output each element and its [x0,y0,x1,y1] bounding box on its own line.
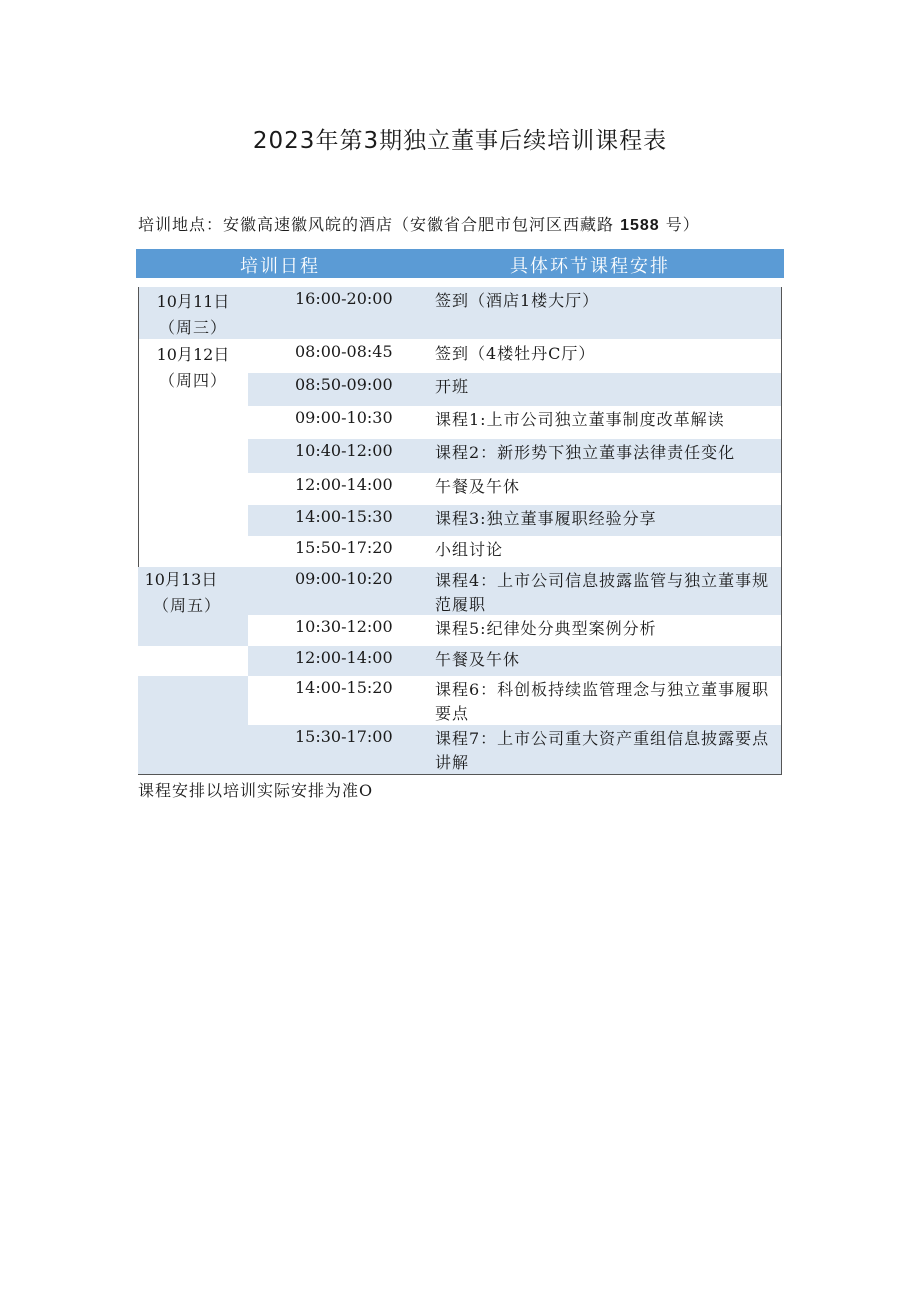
table-bottom-border [138,774,782,775]
location-prefix: 培训地点：安徽高速徽风皖的酒店（安徽省合肥市包河区西藏路 [138,215,615,234]
item-cell: 午餐及午休 [435,650,521,669]
time-cell: 09:00-10:30 [295,408,393,427]
time-cell: 09:00-10:20 [295,569,393,588]
item-cell: 课程4：上市公司信息披露监管与独立董事规范履职 [435,571,770,614]
table-row [138,646,782,676]
location-number: 1588 [620,217,660,234]
weekday-label: （周四） [158,371,227,390]
item-cell: 课程5:纪律处分典型案例分析 [435,619,657,638]
table-right-border [781,287,782,775]
training-location [138,212,700,235]
item-cell: 课程3:独立董事履职经验分享 [435,509,657,528]
location-suffix: 号） [665,215,700,234]
weekday-label: （周五） [152,596,221,615]
table-header [136,249,784,278]
time-cell: 10:30-12:00 [295,617,393,636]
item-cell: 课程2：新形势下独立董事法律责任变化 [435,443,736,462]
item-cell: 课程7：上市公司重大资产重组信息披露要点讲解 [435,729,770,772]
table-row [138,406,782,439]
date-cell [138,289,248,341]
time-cell: 15:30-17:00 [295,727,393,746]
time-cell: 12:00-14:00 [295,648,393,667]
time-cell: 12:00-14:00 [295,475,393,494]
table-row [138,439,782,473]
item-cell: 签到（酒店1楼大厅） [435,291,600,310]
table-row [138,615,782,646]
time-cell: 14:00-15:20 [295,678,393,697]
item-cell: 课程1:上市公司独立董事制度改革解读 [435,410,725,429]
item-cell: 小组讨论 [435,540,504,559]
date-label: 10月13日 [144,570,218,589]
time-cell: 10:40-12:00 [295,441,393,460]
header-content: 具体环节课程安排 [510,256,670,277]
date-label: 10月11日 [156,292,230,311]
item-cell: 开班 [435,377,470,396]
footnote: 课程安排以培训实际安排为准O [138,781,374,800]
item-cell: 签到（4楼牡丹C厅） [435,344,596,363]
page-title: 2023年第3期独立董事后续培训课程表 [252,128,668,154]
date-label: 10月12日 [156,345,230,364]
header-schedule: 培训日程 [240,256,320,277]
date-cell [138,342,248,394]
table-left-border [138,287,139,567]
time-cell: 08:00-08:45 [295,342,393,361]
table-row [138,536,782,567]
schedule-table [138,287,782,775]
table-row [138,725,782,774]
weekday-label: （周三） [158,318,227,337]
item-cell: 午餐及午休 [435,477,521,496]
table-row [138,676,782,725]
date-cell [126,567,236,619]
table-row [138,473,782,505]
time-cell: 16:00-20:00 [295,289,393,308]
item-cell: 课程6：科创板持续监管理念与独立董事履职要点 [435,680,770,723]
time-cell: 08:50-09:00 [295,375,393,394]
time-cell: 15:50-17:20 [295,538,393,557]
table-row [138,505,782,536]
time-cell: 14:00-15:30 [295,507,393,526]
